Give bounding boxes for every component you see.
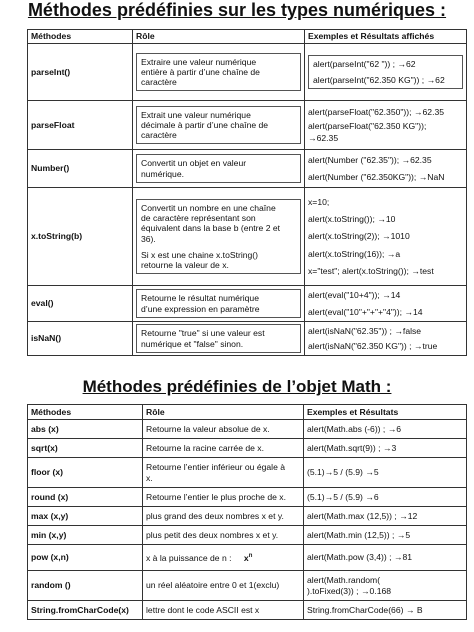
section-title: Méthodes prédéfinies de l’objet Math : [82,377,392,396]
method-name: parseFloat [28,101,133,150]
table-row [28,420,467,439]
table-row [28,545,467,571]
method-examples: alert(parseFloat("62.350")); →62.35 alert(parseFloat("62.350 KG")); →62.35 [305,101,467,150]
table-row [28,44,467,101]
method-role: Retourne l’entier inférieur ou égale à x. [143,458,304,488]
method-examples: alert(Number ("62.35")); →62.35 alert(Number ("62.350KG")); →NaN [305,150,467,188]
method-name: sqrt(x) [28,439,143,458]
table-row [28,439,467,458]
numeric-methods-table [27,29,467,356]
table-row [28,571,467,601]
column-header: Exemples et Résultats affichés [305,30,467,44]
method-examples: alert(Math.random( ).toFixed(3)) ; →0.168 [304,571,467,601]
method-examples: String.fromCharCode(66) → B [304,601,467,620]
table-row [28,322,467,356]
method-role: lettre dont le code ASCII est x [143,601,304,620]
method-examples: x=10; alert(x.toString()); →10 alert(x.toString(2)); →1010 alert(x.toString(16)); →a x="test"; alert(x.toString()); →test [305,188,467,286]
method-examples: alert(parseInt("62 ")) ; →62 alert(parseInt("62.350 KG")) ; →62 [305,44,467,101]
method-examples: alert(Math.pow (3,4)) ; →81 [304,545,467,571]
page-title: Méthodes prédéfinies sur les types numériques : [27,0,447,20]
method-name: Number() [28,150,133,188]
column-header: Méthodes [28,30,133,44]
method-role: plus petit des deux nombres x et y. [143,526,304,545]
method-name: abs (x) [28,420,143,439]
table-row [28,507,467,526]
column-header: Exemples et Résultats [304,405,467,420]
table-row [28,526,467,545]
method-role: un réel aléatoire entre 0 et 1(exclu) [143,571,304,601]
method-role: Convertit un nombre en une chaîne de caractère représentant son équivalent dans la base b (entre 2 et 36). Si x est une chaine x.toString() retourne la valeur de x. [133,188,305,286]
method-name: isNaN() [28,322,133,356]
table-row [28,286,467,322]
math-methods-table [27,404,467,620]
method-examples: alert(Math.sqrt(9)) ; →3 [304,439,467,458]
method-role: Extraire une valeur numérique entière à partir d’une chaîne de caractère [133,44,305,101]
table-row [28,101,467,150]
column-header: Rôle [143,405,304,420]
power-notation: $x^n$ [243,553,253,564]
method-name: eval() [28,286,133,322]
method-name: pow (x,n) [28,545,143,571]
method-role: Retourne "true" si une valeur est numérique et "false" sinon. [133,322,305,356]
method-role: Retourne la valeur absolue de x. [143,420,304,439]
method-role: Retourne l’entier le plus proche de x. [143,488,304,507]
table-header-row [28,405,467,420]
table-header-row [28,30,467,44]
method-name: max (x,y) [28,507,143,526]
method-role: Retourne le résultat numérique d’une expression en paramètre [133,286,305,322]
method-name: min (x,y) [28,526,143,545]
method-role: x à la puissance de n : $x^n$ [143,545,304,571]
method-name: round (x) [28,488,143,507]
method-role: Retourne la racine carrée de x. [143,439,304,458]
column-header: Méthodes [28,405,143,420]
table-row [28,188,467,286]
method-name: random () [28,571,143,601]
method-name: floor (x) [28,458,143,488]
column-header: Rôle [133,30,305,44]
method-examples: alert(isNaN("62.35")) ; →false alert(isNaN("62.350 KG")) ; →true [305,322,467,356]
method-name: String.fromCharCode(x) [28,601,143,620]
method-examples: alert(Math.max (12,5)) ; →12 [304,507,467,526]
table-row [28,601,467,620]
method-role: Convertit un objet en valeur numérique. [133,150,305,188]
method-examples: alert(Math.abs (-6)) ; →6 [304,420,467,439]
table-row [28,458,467,488]
method-examples: (5.1)→5 / (5.9) →6 [304,488,467,507]
method-name: x.toString(b) [28,188,133,286]
method-role: plus grand des deux nombres x et y. [143,507,304,526]
table-row [28,488,467,507]
method-examples: alert(Math.min (12,5)) ; →5 [304,526,467,545]
method-examples: alert(eval("10+4")); →14 alert(eval("10"+"+"+"4")); →14 [305,286,467,322]
method-role: Extrait une valeur numérique décimale à partir d’une chaîne de caractère [133,101,305,150]
method-name: parseInt() [28,44,133,101]
table-row [28,150,467,188]
method-examples: (5.1)→5 / (5.9) →5 [304,458,467,488]
